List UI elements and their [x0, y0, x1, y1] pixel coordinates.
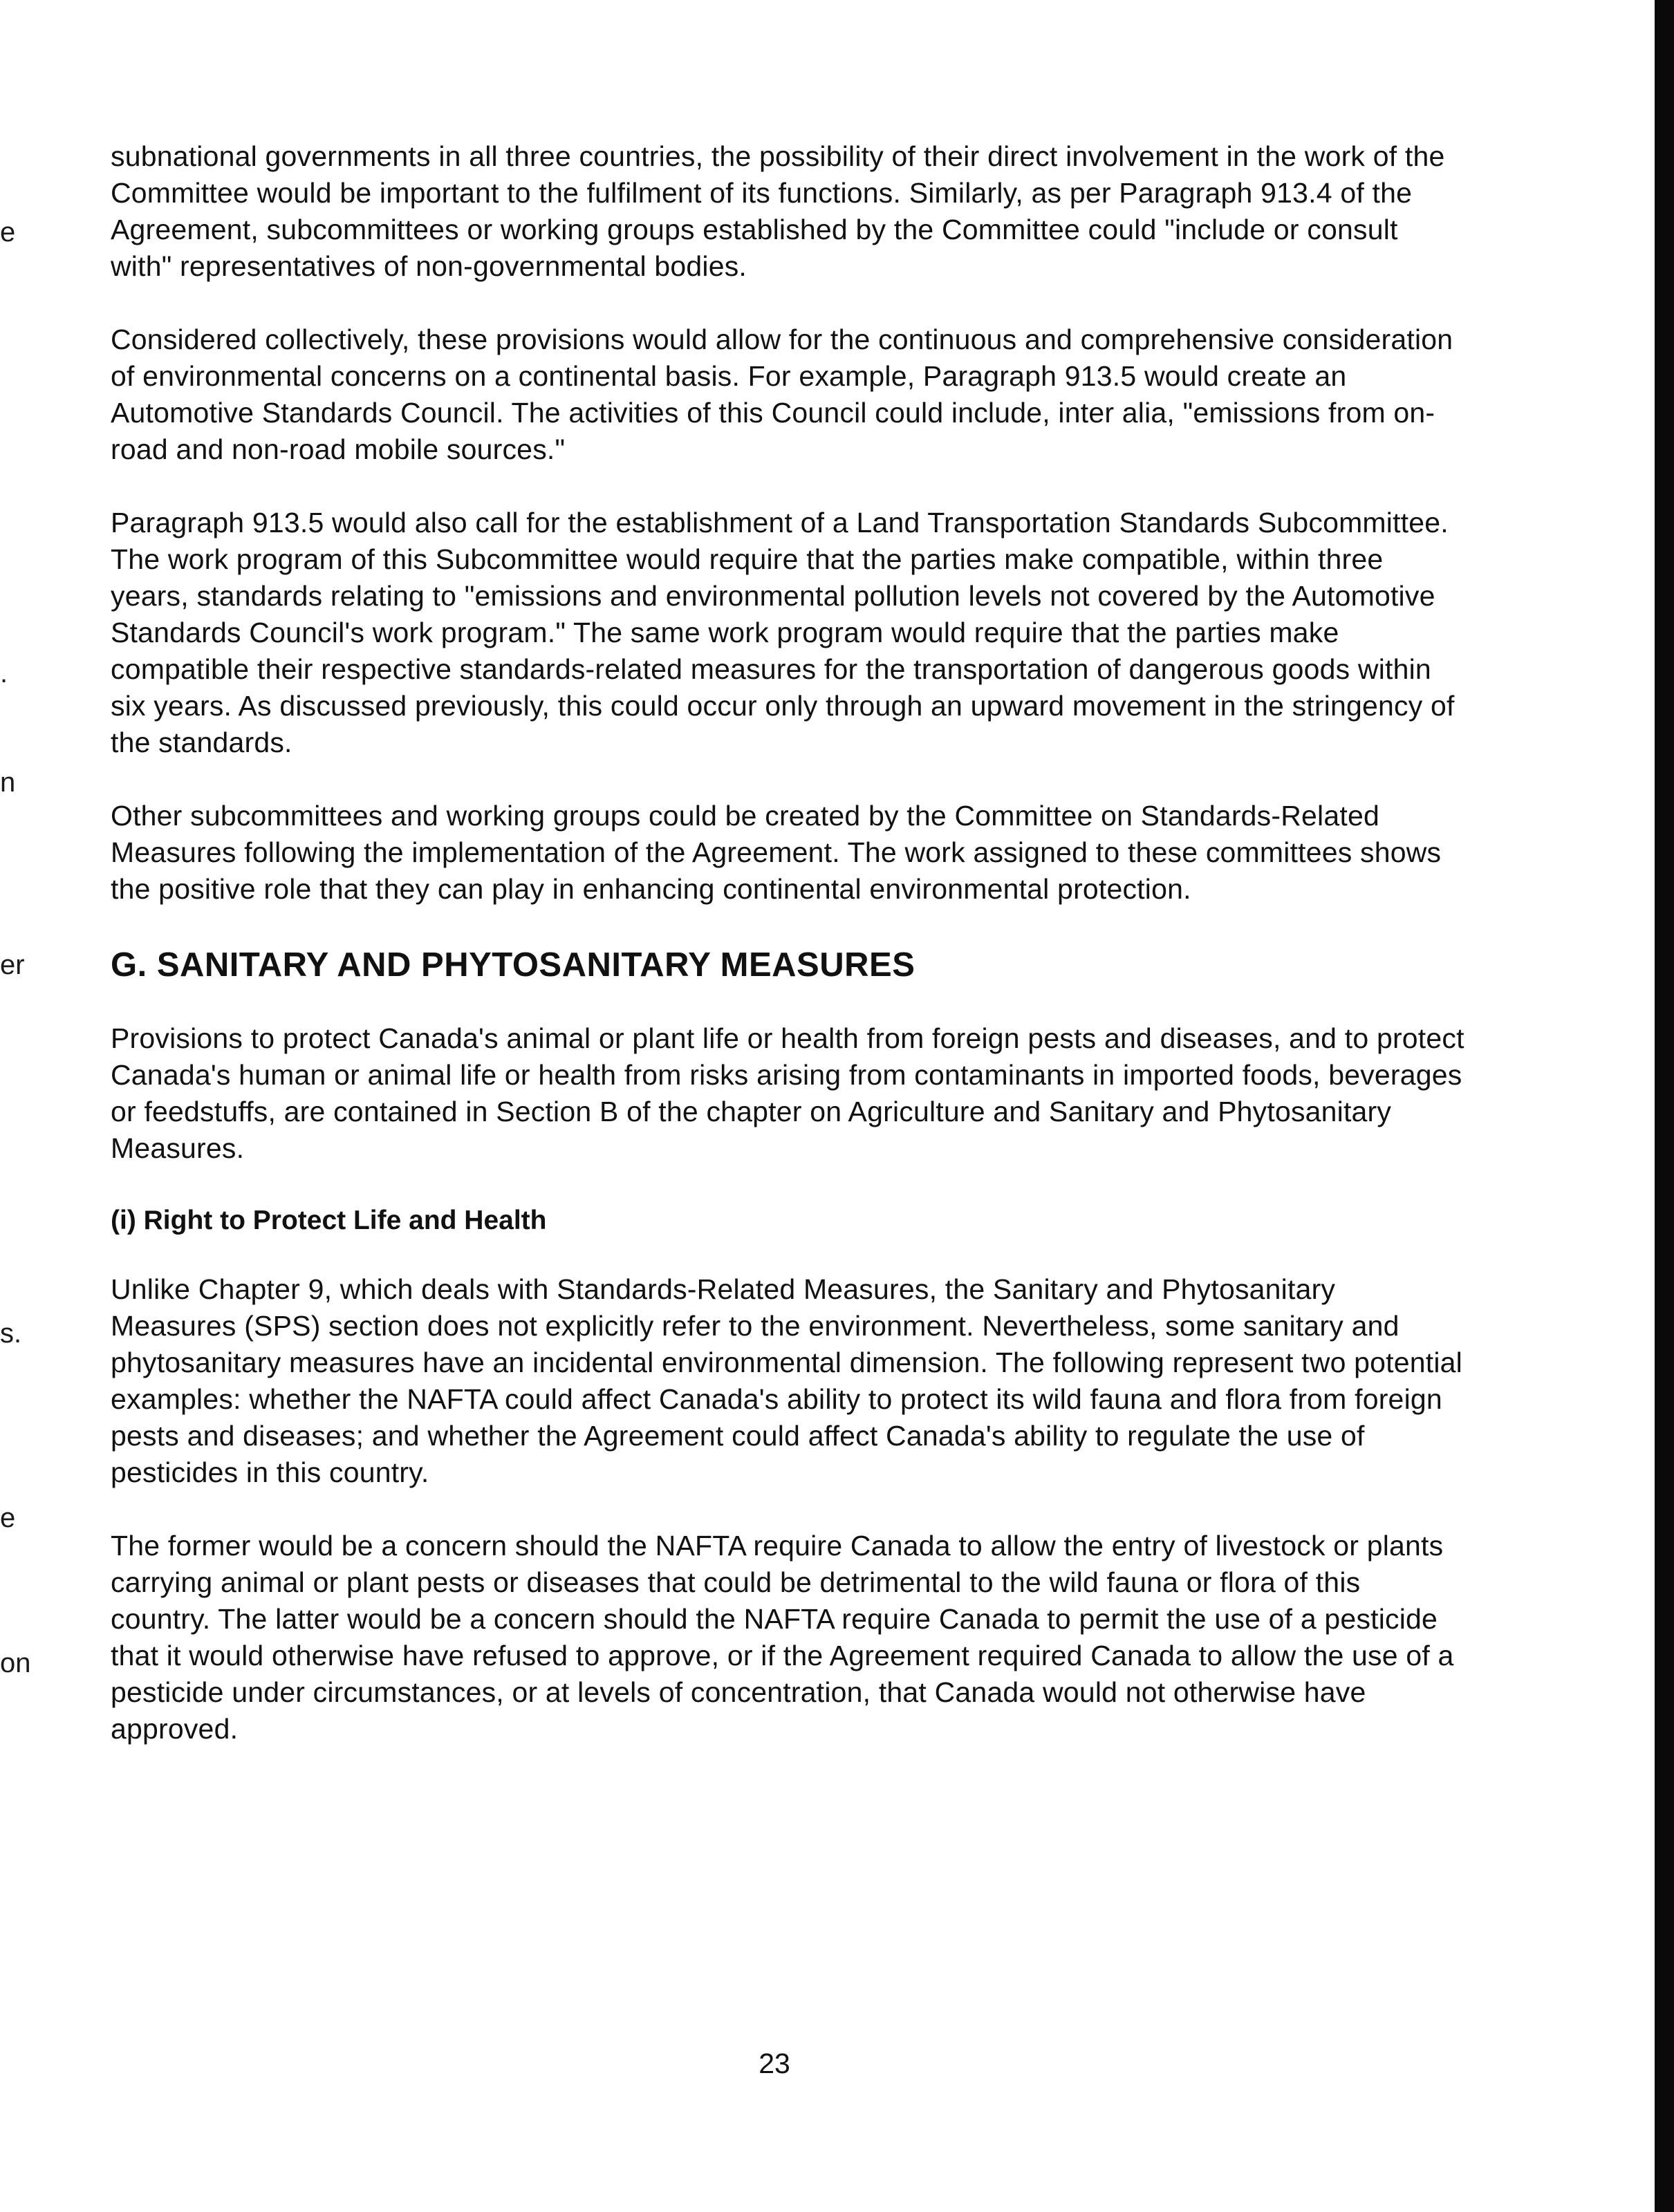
scan-page-edge: [1655, 0, 1674, 2212]
body-paragraph: subnational governments in all three countries, the possibility of their direct involvement in the work of the Committee would be important to the fulfilment of its functions. Similarly, as per Paragraph 913.4 of the Agreement, subcommittees or working groups established by the Committee could "include or consult with" representatives of non-governmental bodies.: [111, 140, 1445, 282]
body-paragraph: Paragraph 913.5 would also call for the establishment of a Land Transportation Standards Subcommittee. The work program of this Subcommittee would require that the parties make compatible, within three years, standards relating to "emissions and environmental pollution levels not covered by the Automotive Standards Council's work program." The same work program would require that the parties make compatible their respective standards-related measures for the transportation of dangerous goods within six years. As discussed previously, this could occur only through an upward movement in the stringency of the standards.: [111, 507, 1455, 758]
section-intro-paragraph: Provisions to protect Canada's animal or plant life or health from foreign pests and diseases, and to protect Canada's human or animal life or health from risks arising from contaminants in imported foods, beverages or feedstuffs, are contained in Section B of the chapter on Agriculture and Sanitary and Phytosanitary Measures.: [111, 1022, 1464, 1164]
margin-fragment: n: [0, 767, 16, 798]
body-paragraph: Other subcommittees and working groups could be created by the Committee on Standards-Related Measures following the implementation of the Agreement. The work assigned to these committees shows the positive role that they can play in enhancing continental environmental protection.: [111, 800, 1442, 905]
margin-fragment: e: [0, 1503, 16, 1533]
subsection-heading: (i) Right to Protect Life and Health: [111, 1206, 547, 1235]
subsection-paragraph: The former would be a concern should the NAFTA require Canada to allow the entry of livestock or plants carrying animal or plant pests or diseases that could be detrimental to the wild fauna or flora of this country. The latter would be a concern should the NAFTA require Canada to permit the use of a pesticide that it would otherwise have refused to approve, or if the Agreement required Canada to allow the use of a pesticide under circumstances, or at levels of concentration, that Canada would not otherwise have approved.: [111, 1530, 1454, 1745]
margin-fragment: on: [0, 1648, 31, 1678]
margin-fragment: e: [0, 217, 16, 247]
margin-fragment: er: [0, 950, 25, 980]
page-number: 23: [759, 2047, 790, 2079]
document-body: [111, 138, 1466, 1784]
subsection-paragraph: Unlike Chapter 9, which deals with Standards-Related Measures, the Sanitary and Phytosanitary Measures (SPS) section does not explicitly refer to the environment. Nevertheless, some sanitary and phytosanitary measures have an incidental environmental dimension. The following represent two potential examples: whether the NAFTA could affect Canada's ability to protect its wild fauna and flora from foreign pests and diseases; and whether the Agreement could affect Canada's ability to regulate the use of pesticides in this country.: [111, 1273, 1462, 1488]
body-paragraph: Considered collectively, these provisions would allow for the continuous and comprehensive consideration of environmental concerns on a continental basis. For example, Paragraph 913.5 would create an Automotive Standards Council. The activities of this Council could include, inter alia, "emissions from on-road and non-road mobile sources.": [111, 324, 1453, 465]
margin-fragment: s.: [0, 1318, 22, 1349]
section-heading: G. SANITARY AND PHYTOSANITARY MEASURES: [111, 946, 915, 984]
margin-fragment: .: [0, 658, 8, 688]
